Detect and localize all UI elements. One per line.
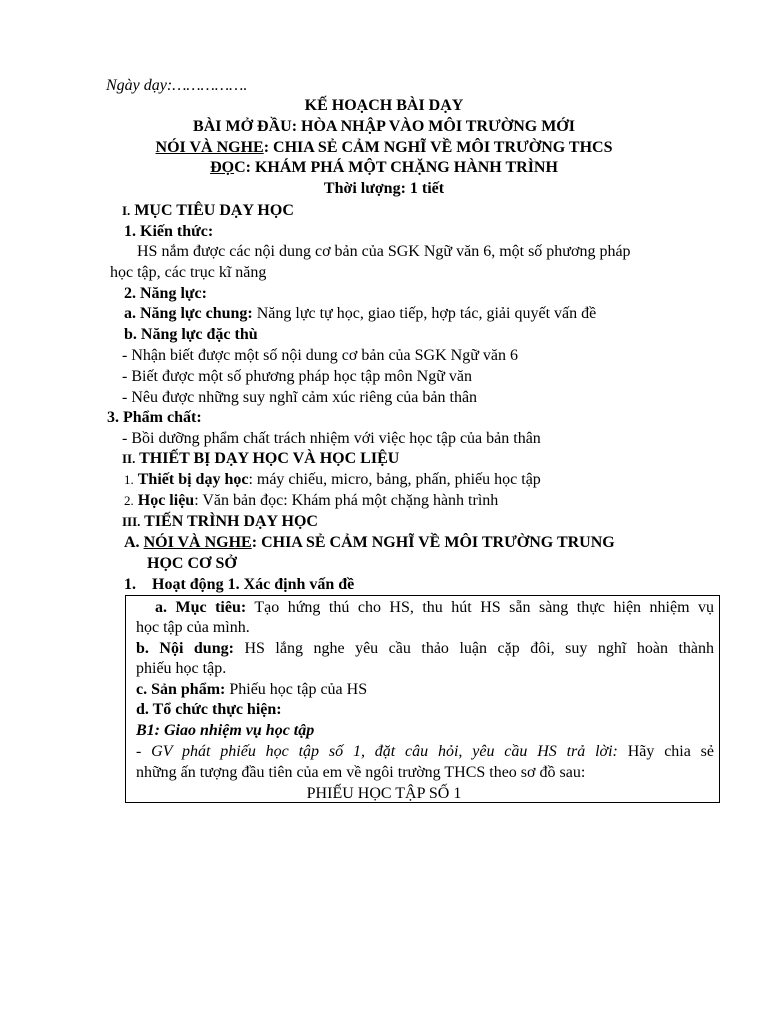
box-product	[136, 680, 367, 700]
equipment-num: 1.	[124, 472, 134, 487]
ability-general-label: a. Năng lực chung:	[124, 305, 253, 322]
box-content-line-2: phiếu học tập.	[136, 660, 227, 677]
duration: Thời lượng: 1 tiết	[323, 180, 445, 197]
box-content-text: HS lắng nghe yêu cầu thảo luận cặp đôi, suy nghĩ hoàn thành	[233, 640, 715, 657]
section-3-title: TIẾN TRÌNH DẠY HỌC	[144, 513, 318, 530]
activity-1-num: 1.	[124, 576, 136, 593]
box-teacher-task-text: Hãy chia sẻ	[617, 743, 714, 760]
ability-heading: 2. Năng lực:	[124, 285, 207, 302]
ability-general-text: Năng lực tự học, giao tiếp, hợp tác, giải quyết vấn đề	[252, 305, 597, 322]
section-2-heading	[122, 449, 399, 469]
ability-general	[124, 304, 596, 324]
box-objective-label: a. Mục tiêu:	[155, 599, 247, 616]
activity-1-title: Hoạt động 1. Xác định vấn đề	[152, 576, 355, 593]
section-3-heading	[122, 512, 318, 532]
title-reading-rest: C: KHÁM PHÁ MỘT CHẶNG HÀNH TRÌNH	[234, 159, 558, 176]
box-product-text: Phiếu học tập của HS	[225, 681, 368, 698]
materials-text: : Văn bản đọc: Khám phá một chặng hành trình	[194, 492, 499, 509]
knowledge-line-2: học tập, các trục kĩ năng	[110, 264, 267, 281]
ability-item-1: - Nhận biết được một số nội dung cơ bản của SGK Ngữ văn 6	[122, 347, 518, 364]
section-3-roman: III.	[122, 514, 141, 529]
part-a-underlined: NÓI VÀ NGHE	[143, 534, 252, 551]
materials-label: Học liệu	[137, 492, 195, 509]
ability-item-2: - Biết được một số phương pháp học tập môn Ngữ văn	[122, 368, 472, 385]
box-organization-label: d. Tổ chức thực hiện:	[136, 701, 282, 718]
box-teacher-task-italic: - GV phát phiếu học tập số 1, đặt câu hỏi, yêu cầu HS trả lời:	[136, 743, 618, 760]
ability-specific-label: b. Năng lực đặc thù	[124, 326, 258, 343]
box-objective	[155, 598, 714, 618]
box-step-1: B1: Giao nhiệm vụ học tập	[136, 722, 315, 739]
materials-item	[124, 491, 498, 511]
equipment-item	[124, 470, 541, 490]
date-line: Ngày dạy:…………….	[106, 77, 248, 94]
knowledge-line-1: HS nắm được các nội dung cơ bản của SGK Ngữ văn 6, một số phương pháp	[137, 243, 631, 260]
materials-num: 2.	[124, 493, 134, 508]
part-a-line-2: HỌC CƠ SỞ	[147, 555, 237, 572]
section-1-roman: I.	[122, 203, 131, 218]
quality-heading: 3. Phẩm chất:	[107, 409, 202, 426]
title-reading	[0, 158, 768, 178]
title-speaking-rest: : CHIA SẺ CẢM NGHĨ VỀ MÔI TRƯỜNG THCS	[263, 139, 613, 156]
ability-item-3: - Nêu được những suy nghĩ cảm xúc riêng của bản thân	[122, 389, 478, 406]
box-objective-line-2: học tập của mình.	[136, 619, 250, 636]
box-teacher-task-line-2: những ấn tượng đầu tiên của em về ngôi trường THCS theo sơ đồ sau:	[136, 764, 586, 781]
title-lesson: BÀI MỞ ĐẦU: HÒA NHẬP VÀO MÔI TRƯỜNG MỚI	[193, 118, 575, 135]
quality-item: - Bồi dưỡng phẩm chất trách nhiệm với việc học tập của bản thân	[122, 430, 541, 447]
equipment-text: : máy chiếu, micro, bảng, phấn, phiếu học tập	[248, 471, 541, 488]
section-2-title: THIẾT BỊ DẠY HỌC VÀ HỌC LIỆU	[139, 450, 400, 467]
equipment-label: Thiết bị dạy học	[137, 471, 249, 488]
part-a-heading	[124, 533, 615, 553]
title-speaking	[0, 138, 768, 158]
title-lesson-plan: KẾ HOẠCH BÀI DẠY	[304, 97, 464, 114]
title-speaking-underlined: NÓI VÀ NGHE	[155, 139, 264, 156]
title-reading-underlined: ĐỌ	[210, 159, 235, 176]
worksheet-title: PHIẾU HỌC TẬP SỐ 1	[306, 785, 462, 802]
box-teacher-task	[136, 742, 714, 762]
activity-1-heading	[124, 575, 354, 595]
box-product-label: c. Sản phẩm:	[136, 681, 226, 698]
part-a-label: A.	[124, 534, 140, 551]
box-content	[136, 639, 714, 659]
section-1-heading	[122, 201, 294, 221]
box-objective-text: Tạo hứng thú cho HS, thu hút HS sẵn sàng thực hiện nhiệm vụ	[246, 599, 715, 616]
section-1-title: MỤC TIÊU DẠY HỌC	[134, 202, 294, 219]
box-content-label: b. Nội dung:	[136, 640, 234, 657]
section-2-roman: II.	[122, 451, 136, 466]
part-a-rest: : CHIA SẺ CẢM NGHĨ VỀ MÔI TRƯỜNG TRUNG	[251, 534, 615, 551]
knowledge-heading: 1. Kiến thức:	[124, 223, 214, 240]
